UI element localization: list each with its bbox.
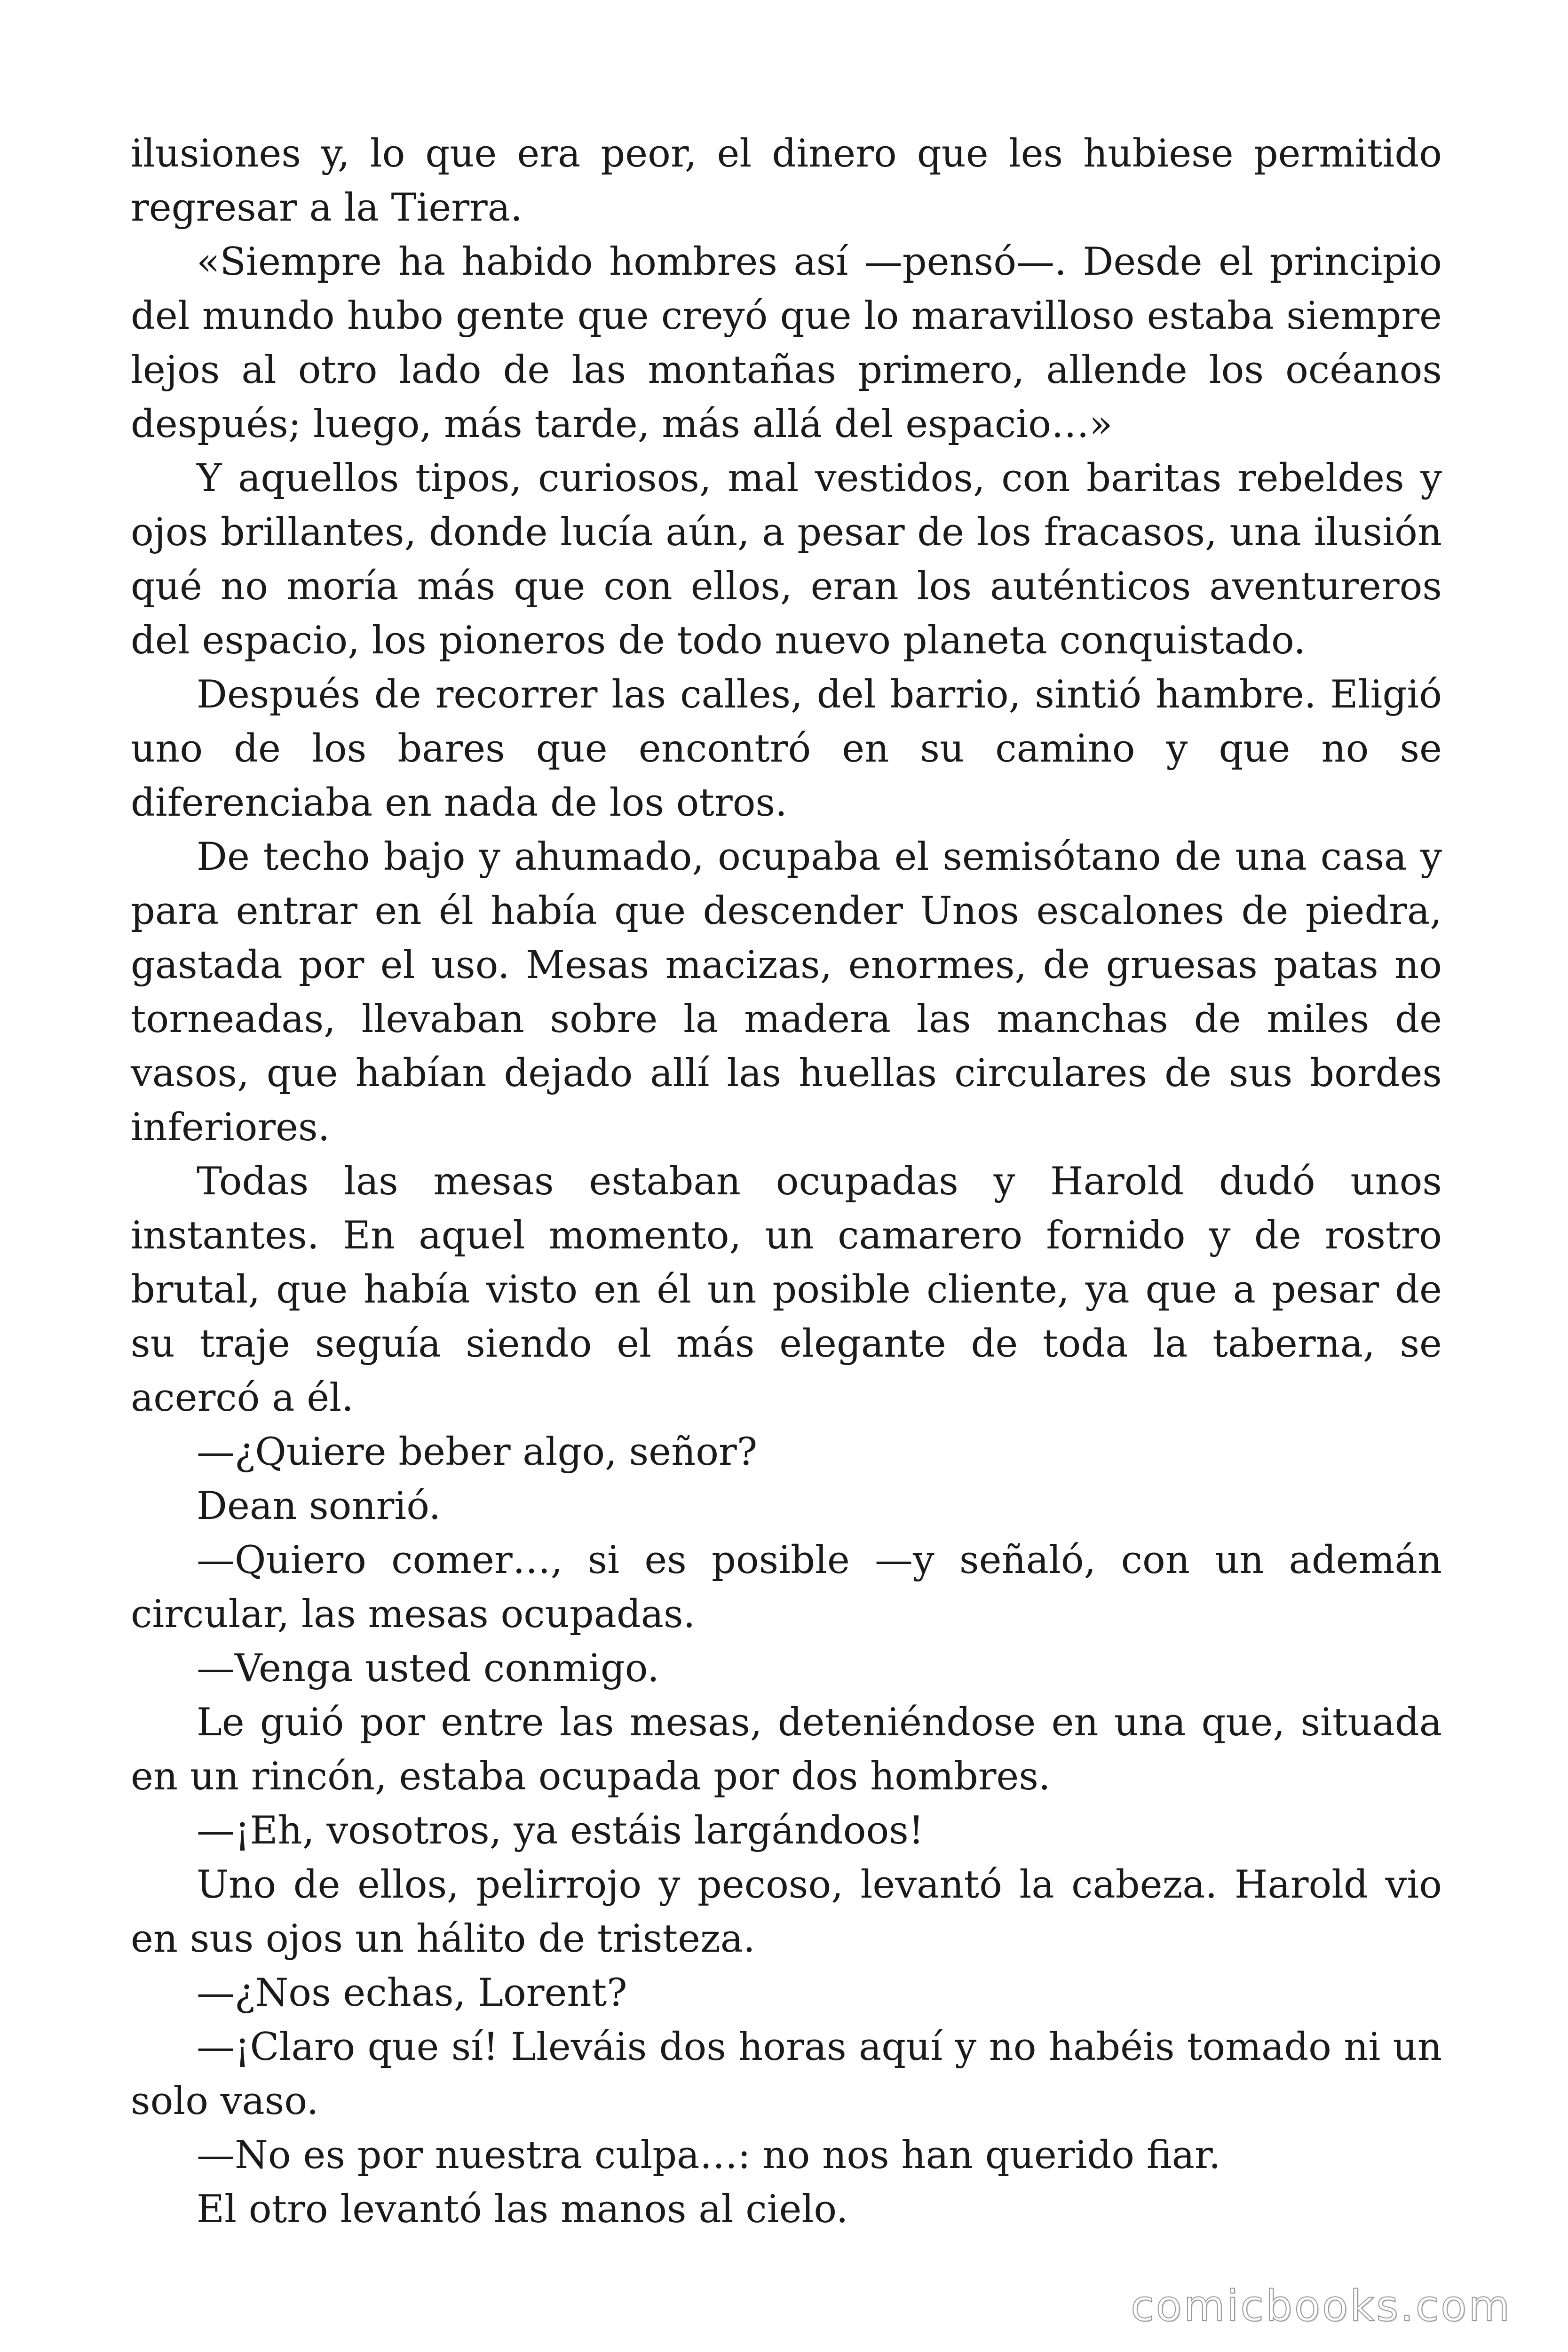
paragraph: ilusiones y, lo que era peor, el dinero que les hubiese permitido regresar a la Tierra.	[131, 132, 1442, 230]
paragraph: Después de recorrer las calles, del barrio, sintió hambre. Eligió uno de los bares que encontró en su camino y que no se diferenciaba en nada de los otros.	[131, 673, 1442, 825]
dialogue-line: —¿Quiere beber algo, señor?	[197, 1430, 758, 1474]
paragraph: Todas las mesas estaban ocupadas y Harold dudó unos instantes. En aquel momento, un camarero fornido y de rostro brutal, que había visto en él un posible cliente, ya que a pesar de su traje seguía siendo el más elegante de toda la taberna, se acercó a él.	[131, 1160, 1442, 1420]
dialogue-line: —Venga usted conmigo.	[197, 1646, 659, 1691]
dialogue-line: —Quiero comer…, si es posible —y señaló, con un ademán circular, las mesas ocupadas.	[131, 1538, 1442, 1637]
paragraph: El otro levantó las manos al cielo.	[197, 2187, 848, 2232]
page-body	[131, 127, 1442, 2237]
paragraph: Uno de ellos, pelirrojo y pecoso, levantó la cabeza. Harold vio en sus ojos un hálito de tristeza.	[131, 1863, 1442, 1961]
paragraph: «Siempre ha habido hombres así —pensó—. Desde el principio del mundo hubo gente que creyó que lo maravilloso estaba siempre lejos al otro lado de las montañas primero, allende los océanos después; luego, más tarde, más allá del espacio…»	[131, 240, 1442, 446]
dialogue-line: —¿Nos echas, Lorent?	[197, 1971, 627, 2015]
paragraph: Y aquellos tipos, curiosos, mal vestidos, con baritas rebeldes y ojos brillantes, donde lucía aún, a pesar de los fracasos, una ilusión qué no moría más que con ellos, eran los auténticos aventureros del espacio, los pioneros de todo nuevo planeta conquistado.	[131, 456, 1442, 663]
paragraph: Dean sonrió.	[197, 1484, 441, 1528]
dialogue-line: —¡Eh, vosotros, ya estáis largándoos!	[197, 1809, 924, 1853]
dialogue-line: —No es por nuestra culpa…: no nos han querido fiar.	[197, 2133, 1221, 2177]
paragraph: De techo bajo y ahumado, ocupaba el semisótano de una casa y para entrar en él había que descender Unos escalones de piedra, gastada por el uso. Mesas macizas, enormes, de gruesas patas no torneadas, llevaban sobre la madera las manchas de miles de vasos, que habían dejado allí las huellas circulares de sus bordes inferiores.	[131, 835, 1442, 1150]
watermark-logo: comicbooks.com	[1131, 2281, 1512, 2331]
paragraph: Le guió por entre las mesas, deteniéndose en una que, situada en un rincón, estaba ocupada por dos hombres.	[131, 1700, 1442, 1799]
dialogue-line: —¡Claro que sí! Lleváis dos horas aquí y no habéis tomado ni un solo vaso.	[131, 2025, 1442, 2123]
